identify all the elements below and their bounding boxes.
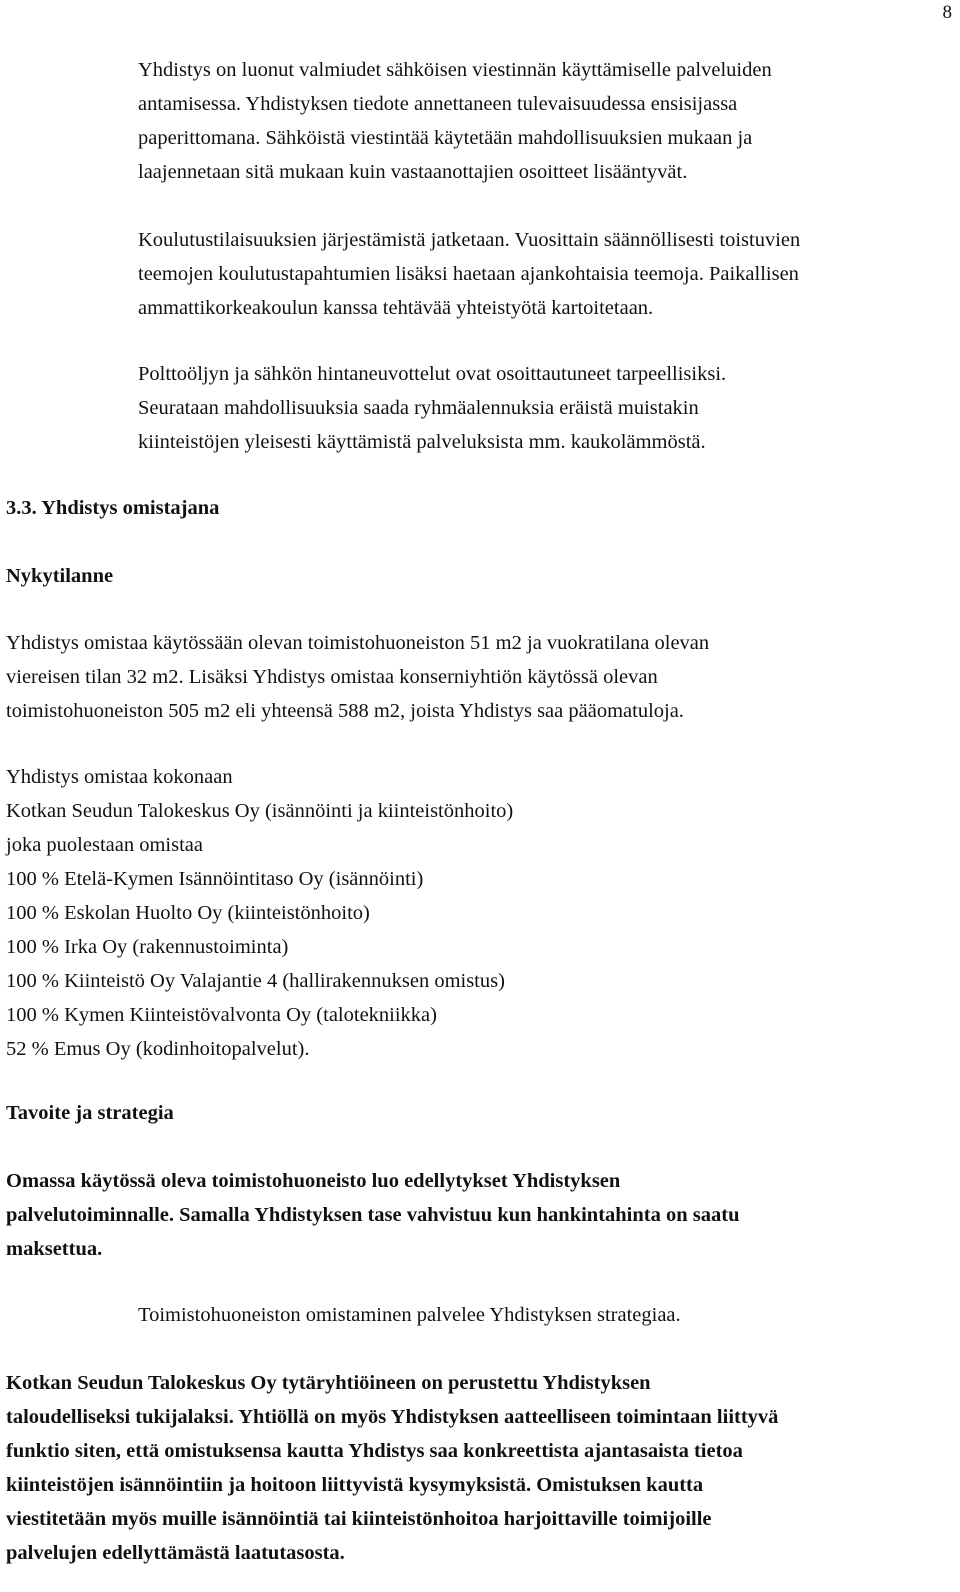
list-item: 100 % Eskolan Huolto Oy (kiinteistönhoito) xyxy=(6,902,370,924)
list-item: 100 % Irka Oy (rakennustoiminta) xyxy=(6,936,289,958)
goal-paragraph xyxy=(6,1164,951,1266)
text-line: Yhdistys omistaa käytössään olevan toimistohuoneiston 51 m2 ja vuokratilana olevan xyxy=(6,632,710,654)
section-heading: 3.3. Yhdistys omistajana xyxy=(6,497,220,519)
list-item: joka puolestaan omistaa xyxy=(6,834,203,856)
text-line: viereisen tilan 32 m2. Lisäksi Yhdistys omistaa konserniyhtiön käytössä olevan xyxy=(6,666,658,688)
text-line: kiinteistöjen yleisesti käyttämistä palveluksista mm. kaukolämmöstä. xyxy=(138,431,706,453)
text-line: ammattikorkeakoulun kanssa tehtävää yhteistyötä kartoitetaan. xyxy=(138,297,654,319)
current-situation-paragraph xyxy=(6,626,951,728)
text-line: Koulutustilaisuuksien järjestämistä jatketaan. Vuosittain säännöllisesti toistuvien xyxy=(138,229,801,251)
text-line: Toimistohuoneiston omistaminen palvelee Yhdistyksen strategiaa. xyxy=(138,1304,681,1326)
text-line: palvelujen edellyttämästä laatutasosta. xyxy=(6,1542,345,1564)
text-line: Omassa käytössä oleva toimistohuoneisto luo edellytykset Yhdistyksen xyxy=(6,1170,621,1192)
text-line: viestitetään myös muille isännöintiä tai kiinteistönhoitoa harjoittaville toimijoille xyxy=(6,1508,712,1530)
strategy-statement xyxy=(138,1298,953,1332)
subheading-goal-and-strategy: Tavoite ja strategia xyxy=(6,1102,174,1124)
list-item: 100 % Etelä-Kymen Isännöintitaso Oy (isännöinti) xyxy=(6,868,424,890)
list-item: Yhdistys omistaa kokonaan xyxy=(6,766,233,788)
text-line: kiinteistöjen isännöintiin ja hoitoon liittyvistä kysymyksistä. Omistuksen kautta xyxy=(6,1474,704,1496)
subsidiary-purpose-paragraph xyxy=(6,1366,951,1570)
intro-paragraph-electronic-communication xyxy=(138,53,953,189)
intro-paragraph-energy-negotiations xyxy=(138,357,953,459)
text-line: maksettua. xyxy=(6,1238,103,1260)
text-line: toimistohuoneiston 505 m2 eli yhteensä 588 m2, joista Yhdistys saa pääomatuloja. xyxy=(6,700,684,722)
text-line: funktio siten, että omistuksensa kautta Yhdistys saa konkreettista ajantasaista tietoa xyxy=(6,1440,743,1462)
text-line: Polttoöljyn ja sähkön hintaneuvottelut ovat osoittautuneet tarpeellisiksi. xyxy=(138,363,727,385)
text-line: laajennetaan sitä mukaan kuin vastaanottajien osoitteet lisääntyvät. xyxy=(138,161,688,183)
subheading-current-situation: Nykytilanne xyxy=(6,565,114,587)
list-item: 100 % Kiinteistö Oy Valajantie 4 (hallirakennuksen omistus) xyxy=(6,970,505,992)
text-line: Seurataan mahdollisuuksia saada ryhmäalennuksia eräistä muistakin xyxy=(138,397,699,419)
text-line: antamisessa. Yhdistyksen tiedote annettaneen tulevaisuudessa ensisijassa xyxy=(138,93,738,115)
text-line: Kotkan Seudun Talokeskus Oy tytäryhtiöineen on perustettu Yhdistyksen xyxy=(6,1372,651,1394)
ownership-list xyxy=(6,760,951,1066)
text-line: paperittomana. Sähköistä viestintää käytetään mahdollisuuksien mukaan ja xyxy=(138,127,753,149)
text-line: teemojen koulutustapahtumien lisäksi haetaan ajankohtaisia teemoja. Paikallisen xyxy=(138,263,799,285)
list-item: 100 % Kymen Kiinteistövalvonta Oy (talotekniikka) xyxy=(6,1004,437,1026)
text-line: taloudelliseksi tukijalaksi. Yhtiöllä on myös Yhdistyksen aatteelliseen toimintaan liittyvä xyxy=(6,1406,779,1428)
list-item: 52 % Emus Oy (kodinhoitopalvelut). xyxy=(6,1038,310,1060)
intro-paragraph-training xyxy=(138,223,953,325)
text-line: palvelutoiminnalle. Samalla Yhdistyksen tase vahvistuu kun hankintahinta on saatu xyxy=(6,1204,740,1226)
list-item: Kotkan Seudun Talokeskus Oy (isännöinti ja kiinteistönhoito) xyxy=(6,800,514,822)
text-line: Yhdistys on luonut valmiudet sähköisen viestinnän käyttämiselle palveluiden xyxy=(138,59,772,81)
page-number: 8 xyxy=(942,2,952,23)
